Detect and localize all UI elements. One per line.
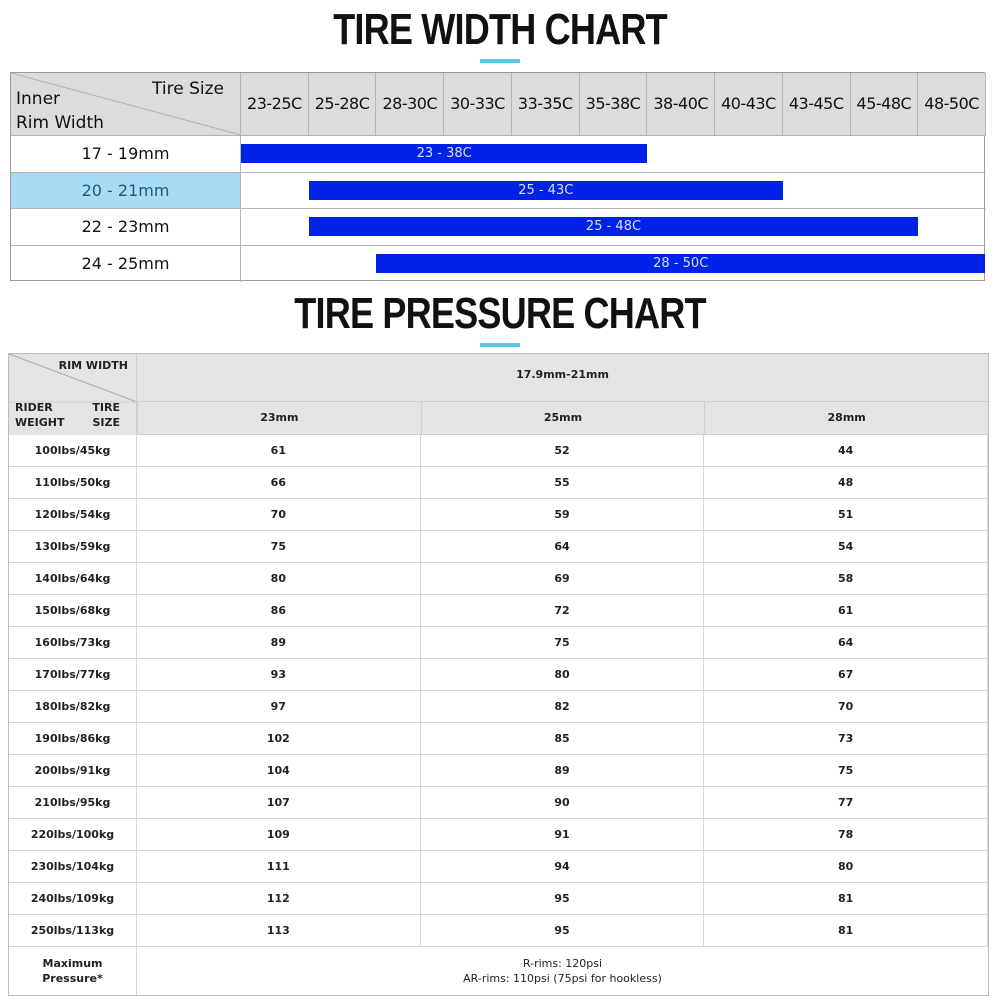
tire-range-label: 25 - 43C: [518, 182, 574, 198]
pressure-value-cell: 70: [704, 691, 988, 722]
pressure-row: [9, 851, 988, 883]
pressure-value-cell: 89: [421, 755, 705, 786]
rim-width-label: 17 - 19mm: [11, 136, 241, 172]
pressure-value-cell: 97: [137, 691, 421, 722]
pressure-value-cell: 113: [137, 915, 421, 946]
rider-weight-cell: 120lbs/54kg: [9, 499, 137, 530]
tire-size-column-header: 25-28C: [309, 73, 377, 135]
width-chart-header: [11, 73, 986, 135]
pressure-chart-corner: [9, 354, 137, 435]
rim-width-value: 17.9mm-21mm: [516, 368, 609, 381]
rider-weight-cell: 190lbs/86kg: [9, 723, 137, 754]
width-chart-corner: [11, 73, 241, 135]
pressure-value-cell: 81: [704, 915, 988, 946]
pressure-value-cell: 95: [421, 883, 705, 914]
pressure-value-cell: 61: [704, 595, 988, 626]
pressure-value-cell: 80: [421, 659, 705, 690]
rider-weight-cell: 150lbs/68kg: [9, 595, 137, 626]
pressure-value-cell: 89: [137, 627, 421, 658]
pressure-value-cell: 44: [704, 435, 988, 466]
pressure-row: [9, 915, 988, 947]
pressure-value-cell: 107: [137, 787, 421, 818]
pressure-value-cell: 104: [137, 755, 421, 786]
tire-size-column-header: 23mm: [137, 402, 421, 434]
pressure-value-cell: 86: [137, 595, 421, 626]
pressure-row: [9, 691, 988, 723]
max-pressure-line: R-rims: 120psi: [522, 957, 603, 970]
tire-size-column-header: 28mm: [704, 402, 988, 434]
pressure-row: [9, 659, 988, 691]
tire-range-label: 28 - 50C: [653, 255, 709, 271]
pressure-row: [9, 819, 988, 851]
tire-size-column-header: 25mm: [421, 402, 705, 434]
tire-size-column-header: 23-25C: [241, 73, 309, 135]
pressure-value-cell: 80: [137, 563, 421, 594]
max-pressure-value: [137, 947, 988, 995]
pressure-value-cell: 82: [421, 691, 705, 722]
tire-range-label: 23 - 38C: [416, 146, 472, 161]
pressure-value-cell: 94: [421, 851, 705, 882]
pressure-row: [9, 531, 988, 563]
pressure-value-cell: 85: [421, 723, 705, 754]
tire-width-title: TIRE WIDTH CHART: [333, 5, 667, 54]
pressure-row: [9, 563, 988, 595]
pressure-value-cell: 54: [704, 531, 988, 562]
width-chart-row: [11, 172, 986, 209]
pressure-value-cell: 61: [137, 435, 421, 466]
rider-weight-cell: 210lbs/95kg: [9, 787, 137, 818]
pressure-value-cell: 66: [137, 467, 421, 498]
rim-width-label: 24 - 25mm: [11, 246, 241, 282]
title-underline: [480, 59, 520, 63]
pressure-value-cell: 95: [421, 915, 705, 946]
pressure-value-cell: 75: [421, 627, 705, 658]
rim-width-label: 22 - 23mm: [11, 209, 241, 245]
tire-size-column-header: 43-45C: [783, 73, 851, 135]
pressure-row: [9, 883, 988, 915]
pressure-value-cell: 112: [137, 883, 421, 914]
rider-weight-cell: 170lbs/77kg: [9, 659, 137, 690]
pressure-value-cell: 75: [137, 531, 421, 562]
pressure-row: [9, 787, 988, 819]
pressure-value-cell: 78: [704, 819, 988, 850]
tire-size-column-header: 33-35C: [512, 73, 580, 135]
pressure-value-cell: 80: [704, 851, 988, 882]
pressure-row: [9, 755, 988, 787]
pressure-value-cell: 48: [704, 467, 988, 498]
corner-label-rider-weight: RIDER WEIGHT: [15, 401, 65, 429]
pressure-row: [9, 467, 988, 499]
width-chart-row: [11, 245, 986, 282]
width-chart-row: [11, 135, 986, 172]
rider-weight-cell: 240lbs/109kg: [9, 883, 137, 914]
tire-size-column-header: 40-43C: [715, 73, 783, 135]
tire-pressure-chart: [8, 353, 989, 996]
corner-label-tire-size: TIRE SIZE: [92, 401, 120, 429]
pressure-value-cell: 64: [421, 531, 705, 562]
pressure-value-cell: 111: [137, 851, 421, 882]
pressure-value-cell: 102: [137, 723, 421, 754]
tire-size-column-header: 45-48C: [851, 73, 919, 135]
pressure-value-cell: 73: [704, 723, 988, 754]
rider-weight-cell: 160lbs/73kg: [9, 627, 137, 658]
rider-weight-cell: 130lbs/59kg: [9, 531, 137, 562]
pressure-value-cell: 70: [137, 499, 421, 530]
tire-width-chart: [10, 72, 985, 281]
tire-size-column-header: 35-38C: [580, 73, 648, 135]
pressure-value-cell: 52: [421, 435, 705, 466]
rider-weight-cell: 140lbs/64kg: [9, 563, 137, 594]
pressure-row: [9, 723, 988, 755]
corner-label-rim-width: Inner Rim Width: [16, 89, 104, 133]
tire-size-column-header: 28-30C: [376, 73, 444, 135]
pressure-row: [9, 595, 988, 627]
rider-weight-cell: 100lbs/45kg: [9, 435, 137, 466]
pressure-value-cell: 81: [704, 883, 988, 914]
pressure-value-cell: 93: [137, 659, 421, 690]
pressure-value-cell: 51: [704, 499, 988, 530]
pressure-value-cell: 64: [704, 627, 988, 658]
rider-weight-cell: 230lbs/104kg: [9, 851, 137, 882]
max-pressure-line: AR-rims: 110psi (75psi for hookless): [463, 972, 662, 985]
tire-pressure-title: TIRE PRESSURE CHART: [294, 289, 706, 338]
max-pressure-row: [9, 947, 988, 995]
pressure-value-cell: 69: [421, 563, 705, 594]
pressure-row: [9, 627, 988, 659]
pressure-value-cell: 77: [704, 787, 988, 818]
tire-size-column-header: 48-50C: [918, 73, 986, 135]
rider-weight-cell: 180lbs/82kg: [9, 691, 137, 722]
rider-weight-cell: 200lbs/91kg: [9, 755, 137, 786]
pressure-row: [9, 435, 988, 467]
tire-size-column-header: 38-40C: [647, 73, 715, 135]
corner-label-rim-width: RIM WIDTH: [58, 359, 128, 372]
pressure-row: [9, 499, 988, 531]
corner-label-tire-size: Tire Size: [152, 79, 224, 99]
rim-width-label: 20 - 21mm: [11, 173, 241, 209]
title-underline: [480, 343, 520, 347]
pressure-value-cell: 67: [704, 659, 988, 690]
pressure-value-cell: 72: [421, 595, 705, 626]
pressure-value-cell: 109: [137, 819, 421, 850]
pressure-value-cell: 55: [421, 467, 705, 498]
pressure-value-cell: 90: [421, 787, 705, 818]
rider-weight-cell: 250lbs/113kg: [9, 915, 137, 946]
rider-weight-cell: 220lbs/100kg: [9, 819, 137, 850]
pressure-value-cell: 58: [704, 563, 988, 594]
width-chart-row: [11, 208, 986, 245]
pressure-value-cell: 59: [421, 499, 705, 530]
tire-size-column-header: 30-33C: [444, 73, 512, 135]
tire-range-label: 25 - 48C: [585, 219, 642, 234]
pressure-value-cell: 75: [704, 755, 988, 786]
max-pressure-label: Maximum Pressure*: [9, 947, 137, 995]
pressure-value-cell: 91: [421, 819, 705, 850]
rider-weight-cell: 110lbs/50kg: [9, 467, 137, 498]
